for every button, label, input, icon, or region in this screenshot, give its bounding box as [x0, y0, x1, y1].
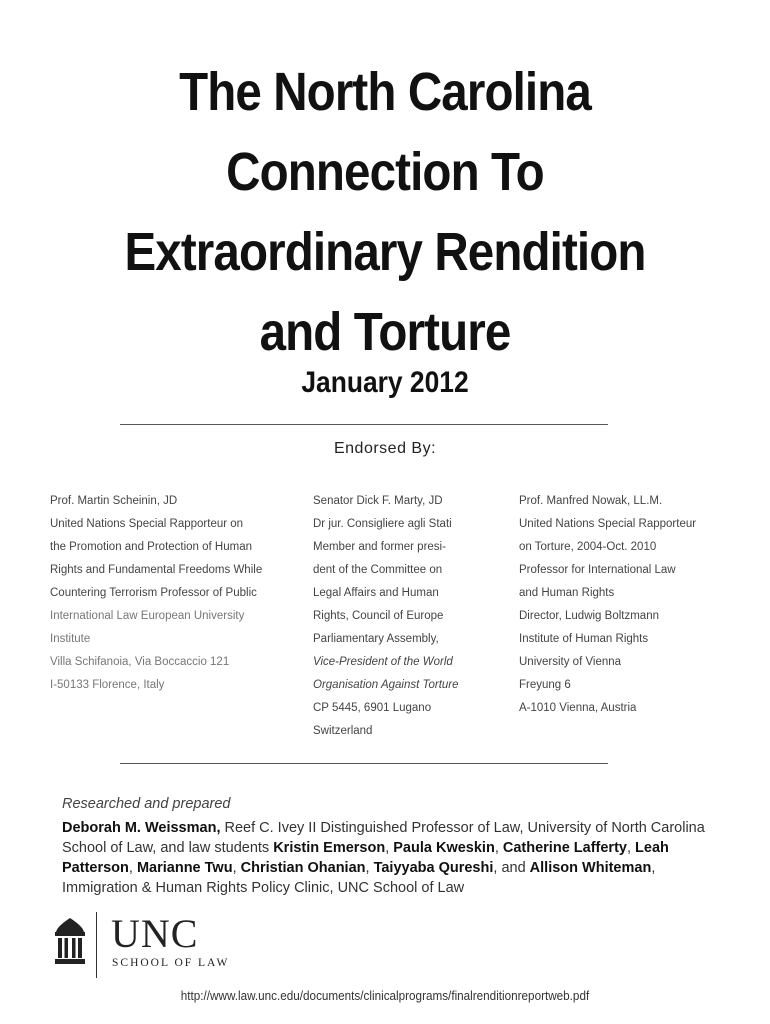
endorser-line: Institute [50, 633, 91, 645]
endorser-line: Prof. Martin Scheinin, JD [50, 495, 178, 507]
student-name: Marianne Twu [136, 860, 233, 876]
student-name: Taiyyaba Qureshi [373, 860, 494, 876]
and-text: , and [493, 860, 530, 876]
lead-author: Deborah M. Weissman, [62, 820, 221, 836]
title-line: The North Carolina [179, 62, 591, 122]
endorser-line: Member and former presi- [313, 541, 446, 553]
logo-wordmark: UNC [111, 911, 199, 956]
research-body: Deborah M. Weissman, Reef C. Ivey II Distinguished Professor of Law, University of North Carolina School of Law, and law students Kristin Emerson, Paula Kweskin, Catherine Lafferty, Leah Patterson, Marianne Twu, Christian Ohanian, Taiyyaba Qureshi, and Allison Whiteman, Immigration & Human Rights Policy Clinic, UNC School of Law [62, 820, 705, 896]
endorser-line: Villa Schifanoia, Via Boccaccio 121 [50, 656, 230, 668]
endorser-line: CP 5445, 6901 Lugano [313, 702, 432, 714]
student-name: Paula Kweskin [393, 840, 495, 856]
endorser-line: A-1010 Vienna, Austria [519, 702, 637, 714]
title-line: Connection To [226, 142, 544, 202]
clinic-text: , Immigration & Human Rights Policy Clinic, UNC School of Law [62, 860, 656, 896]
student-name: Leah Patterson [62, 840, 669, 876]
endorser-nowak [519, 490, 696, 720]
endorser-scheinin [50, 490, 262, 697]
endorser-line: I-50133 Florence, Italy [50, 679, 165, 691]
student-name: Allison Whiteman [529, 860, 652, 876]
research-lead: Researched and prepared [62, 796, 231, 812]
endorser-line: Dr jur. Consigliere agli Stati [313, 518, 452, 530]
title-line: and Torture [259, 302, 511, 362]
endorser-line: Legal Affairs and Human [313, 587, 439, 599]
report-date: January 2012 [301, 366, 469, 399]
divider-bottom [120, 763, 608, 764]
endorser-line: dent of the Committee on [313, 564, 443, 576]
title-line: Extraordinary Rendition [124, 222, 646, 282]
endorser-line: Rights, Council of Europe [313, 610, 444, 622]
logo-divider [96, 912, 97, 978]
logo-subtitle: SCHOOL OF LAW [112, 957, 230, 969]
endorser-line: University of Vienna [519, 656, 622, 668]
endorser-marty [313, 490, 459, 743]
endorser-line: and Human Rights [519, 587, 615, 599]
author-description: Reef C. Ivey II Distinguished Professor of Law, University of North Carolina School of Law, and law students [62, 820, 705, 856]
student-name: Kristin Emerson [273, 840, 386, 856]
old-well-icon [55, 918, 85, 964]
endorser-line: Senator Dick F. Marty, JD [313, 495, 443, 507]
endorser-line: United Nations Special Rapporteur on [50, 518, 244, 530]
endorser-line: United Nations Special Rapporteur [519, 518, 697, 530]
student-name: Catherine Lafferty [502, 840, 627, 856]
endorser-line: Freyung 6 [519, 679, 571, 691]
endorser-line: Prof. Manfred Nowak, LL.M. [519, 495, 663, 507]
endorser-line: International Law European University [50, 610, 245, 622]
endorsed-heading: Endorsed By: [333, 440, 437, 457]
endorser-line: the Promotion and Protection of Human [50, 541, 253, 553]
report-url[interactable]: http://www.law.unc.edu/documents/clinicalprograms/finalrenditionreportweb.pdf [180, 988, 590, 1003]
endorser-line: Organisation Against Torture [313, 679, 459, 691]
endorser-line: Institute of Human Rights [519, 633, 649, 645]
endorser-line: Parliamentary Assembly, [313, 633, 439, 645]
research-credits [62, 794, 712, 898]
endorser-line: Professor for International Law [519, 564, 676, 576]
report-title [46, 52, 724, 372]
endorser-line: Countering Terrorism Professor of Public [50, 587, 257, 599]
endorser-line: Switzerland [313, 725, 373, 737]
endorser-line: Rights and Fundamental Freedoms While [50, 564, 263, 576]
endorser-line: Director, Ludwig Boltzmann [519, 610, 659, 622]
divider-top [120, 424, 608, 425]
endorser-line: Vice-President of the World [313, 656, 453, 668]
student-name: Christian Ohanian [240, 860, 366, 876]
endorser-line: on Torture, 2004-Oct. 2010 [519, 541, 657, 553]
